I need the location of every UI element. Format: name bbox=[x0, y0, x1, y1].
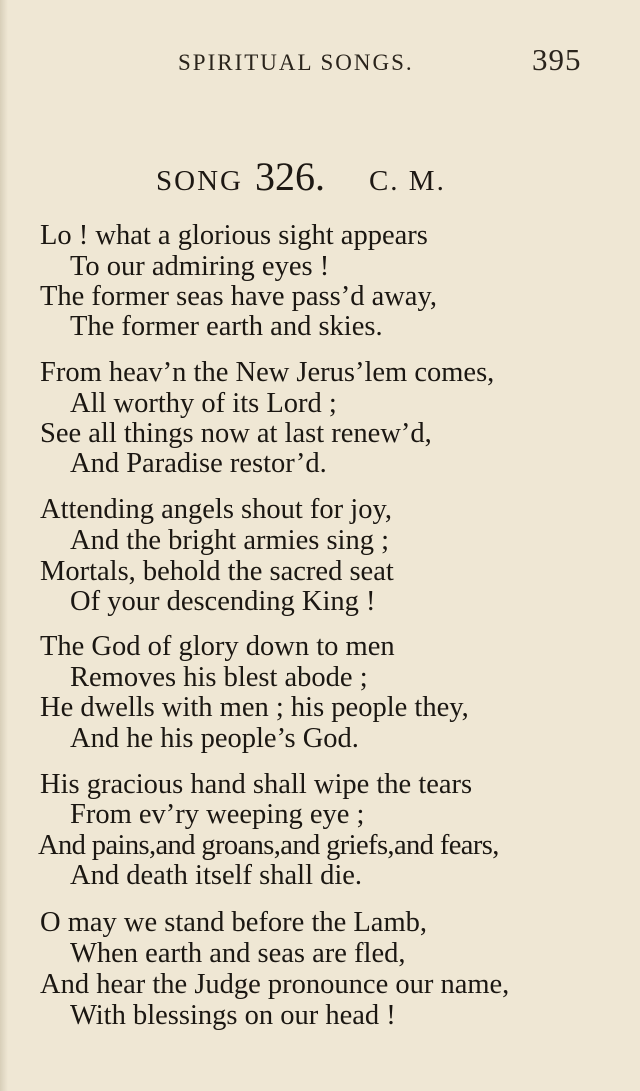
verse-line: And the bright armies sing ; bbox=[70, 525, 389, 556]
verse-line: Of your descending King ! bbox=[70, 586, 376, 617]
verse-line: Mortals, behold the sacred seat bbox=[40, 556, 394, 587]
verse-line: His gracious hand shall wipe the tears bbox=[40, 769, 473, 800]
verse-line: O may we stand before the Lamb, bbox=[40, 907, 427, 938]
verse-line: The God of glory down to men bbox=[40, 631, 395, 662]
verse-line: Lo ! what a glorious sight appears bbox=[40, 220, 428, 251]
verse-line: The former earth and skies. bbox=[70, 311, 383, 342]
page-number: 395 bbox=[532, 42, 582, 77]
verse-line: And Paradise restor’d. bbox=[70, 448, 327, 479]
song-number: 326. bbox=[254, 154, 325, 199]
verse-line: From heav’n the New Jerus’lem comes, bbox=[40, 357, 495, 388]
verse-line: And hear the Judge pronounce our name, bbox=[40, 969, 510, 1000]
page-edge bbox=[0, 0, 8, 1091]
song-heading bbox=[156, 153, 446, 200]
verse-line: All worthy of its Lord ; bbox=[70, 388, 337, 419]
verse-line: When earth and seas are fled, bbox=[70, 938, 406, 969]
verse-line: To our admiring eyes ! bbox=[70, 251, 330, 282]
verse-line: Attending angels shout for joy, bbox=[40, 494, 392, 525]
verse-line: The former seas have pass’d away, bbox=[40, 281, 437, 312]
song-label: SONG bbox=[156, 165, 243, 197]
running-head: SPIRITUAL SONGS. bbox=[178, 50, 414, 75]
verse-line: See all things now at last renew’d, bbox=[40, 418, 432, 449]
verse-line: And he his people’s God. bbox=[70, 723, 359, 754]
verse-line: With blessings on our head ! bbox=[70, 1000, 396, 1031]
verse-line: He dwells with men ; his people they, bbox=[40, 692, 469, 723]
verse-line: Removes his blest abode ; bbox=[70, 662, 368, 693]
verse-line: From ev’ry weeping eye ; bbox=[70, 799, 365, 830]
verse-line: And death itself shall die. bbox=[70, 860, 363, 891]
verse-line: And pains,and groans,and griefs,and fears, bbox=[38, 830, 499, 861]
song-meter: C. M. bbox=[368, 165, 446, 197]
